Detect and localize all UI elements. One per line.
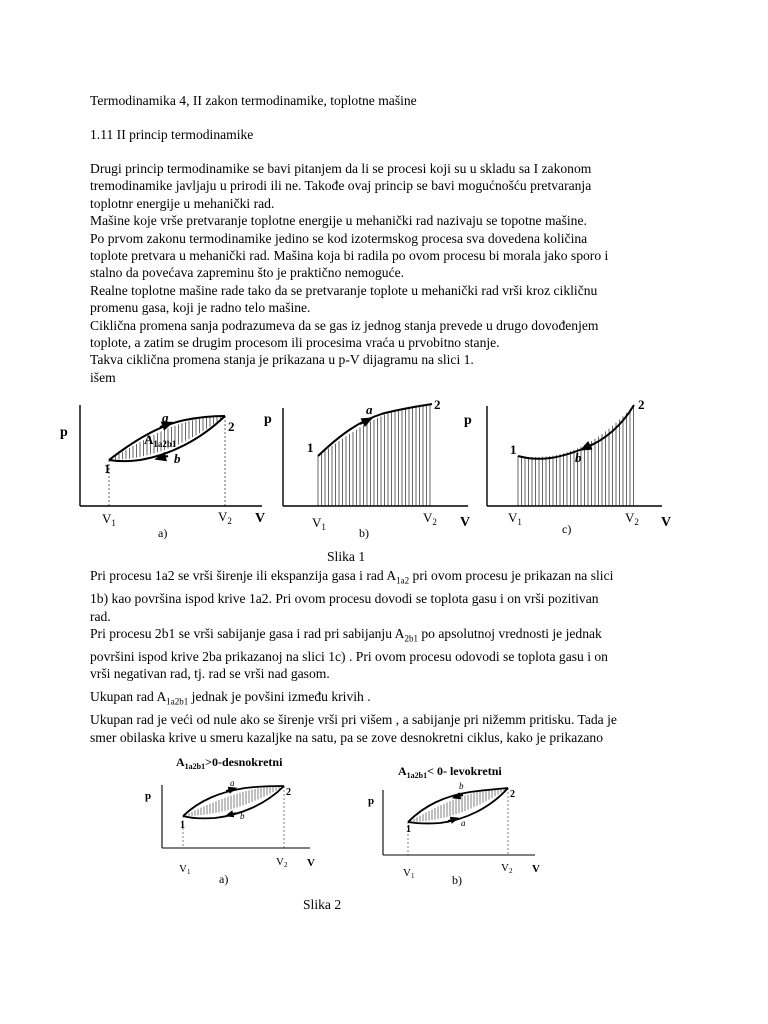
curve-a: [318, 404, 432, 456]
text-line: Pri procesu 2b1 se vrši sabijanje gasa i rad pri sabijanju $A_{2b1}$ po apsolutnoj vrednosti je jednak: [90, 625, 602, 644]
v-axis-label: V: [532, 863, 540, 875]
point-1-label: 1: [180, 820, 185, 831]
figure-1b-expansion-diagram: [264, 397, 470, 540]
curve-b-label: b: [240, 811, 245, 821]
arrow-b: [160, 456, 168, 458]
point-2-label: 2: [228, 419, 235, 434]
section-heading: 1.11 II princip termodinamike: [90, 127, 254, 142]
text-line: Ciklična promena sanja podrazumeva da se gas iz jednog stanja prevede u drugo dovođenjem: [90, 317, 599, 333]
v-axis-label: V: [307, 857, 315, 869]
text-line: površini ispod krive 2ba prikazanoj na slici 1c) . Pri ovom procesu odovodi se toplota gasu i on: [90, 649, 608, 665]
v2-label: $V_2$: [218, 509, 232, 526]
v2-label: V2: [276, 856, 288, 869]
curve-a-label: a: [230, 778, 235, 788]
panel-label-a: a): [158, 526, 168, 540]
v-axis-label: V: [255, 511, 266, 526]
v2-label: V2: [501, 862, 513, 875]
point-2-label: 2: [286, 787, 291, 798]
text-line: toplote pretvara u mehanički rad. Mašina koja bi radila po ovom procesu bi morala jako sporo i: [90, 248, 609, 264]
v2-label: $V_2$: [423, 510, 437, 527]
page-title: Termodinamika 4, II zakon termodinamike, toplotne mašine: [90, 93, 417, 108]
v1-label: $V_1$: [312, 515, 326, 532]
text-line: stalno da povećava zapreminu što je praktično nemoguće.: [90, 265, 405, 281]
text-line: toplotnr energije u mehanički rad.: [90, 195, 275, 211]
point-1-label: 1: [104, 461, 111, 476]
curve-a-label: a: [461, 818, 466, 828]
curve-b-label: b: [575, 450, 582, 465]
point-1-label: 1: [406, 824, 411, 835]
text-line: Realne toplotne mašine rade tako da se pretvaranje toplote u mehanički rad vrši kroz cikličnu: [90, 282, 598, 298]
curve-a-label: a: [162, 410, 169, 425]
figure-2-caption: Slika 2: [303, 897, 342, 912]
text-line: Takva ciklična promena stanja je prikazana u p-V dijagramu na slici 1.: [90, 352, 474, 368]
v-axis-label: V: [661, 515, 672, 530]
v2-label: $V_2$: [625, 510, 639, 527]
point-2-label: 2: [510, 789, 515, 800]
point-2-label: 2: [638, 397, 645, 412]
p-axis-label: p: [145, 790, 152, 802]
text-line: smer obilaska krive u smeru kazaljke na satu, pa se zove desnokretni ciklus, kako je prikazano: [90, 729, 603, 745]
text-line: rad.: [90, 608, 111, 624]
p-axis-label: p: [60, 425, 68, 440]
point-1-label: 1: [510, 442, 517, 457]
text-line: 1b) kao površina ispod krive 1a2. Pri ovom procesu dovodi se toplota gasu i on vrši pozitivan: [90, 591, 599, 607]
v1-label: $V_1$: [102, 511, 116, 528]
v1-label: V1: [179, 863, 191, 876]
panel-label-a: a): [219, 872, 229, 886]
figure-1a-cycle-diagram: [60, 405, 265, 540]
text-line: Ukupan rad je veći od nule ako se širenje vrši pri višem , a sabijanje pri nižemm pritisku. Tada je: [90, 712, 617, 728]
text-line: Po prvom zakonu termodinamike jedino se kod izotermskog procesa sva dovedena količina: [90, 230, 588, 246]
v1-label: $V_1$: [508, 510, 522, 527]
curve-b-label: b: [174, 451, 181, 466]
text-line: Drugi princip termodinamike se bavi pitanjem da li se procesi koji su u skladu sa I zakonom: [90, 161, 592, 176]
panel-title-b: $A_{1a2b1}< 0-$ levokretni: [398, 764, 502, 780]
text-line: išem: [90, 369, 116, 385]
panel-label-b: b): [359, 526, 369, 540]
text-line: Mašine koje vrše pretvaranje toplotne energije u mehanički rad nazivaju se topotne mašine.: [90, 213, 587, 229]
area-under-curve-hatch: [318, 404, 430, 506]
curve-b-label: b: [459, 781, 464, 791]
p-axis-label: p: [264, 412, 272, 427]
text-line: promenu gasa, koji je radno telo mašine.: [90, 300, 311, 316]
v-axis-label: V: [460, 515, 471, 530]
panel-label-b: b): [452, 873, 462, 887]
panel-label-c: c): [562, 522, 572, 536]
v1-label: V1: [403, 867, 415, 880]
process-paragraph-1: [90, 567, 690, 683]
text-line: Pri procesu 1a2 se vrši širenje ili ekspanzija gasa i rad $A_{1a2}$ pri ovom procesu je prikazan na slici: [90, 568, 614, 586]
figure-1c-compression-diagram: [464, 397, 671, 536]
process-paragraph-2: [90, 688, 690, 746]
figure-1-caption: Slika 1: [327, 549, 366, 564]
point-2-label: 2: [434, 397, 441, 412]
text-line: toplote, a zatim se drugim procesom ili procesima vraća u prvobitno stanje.: [90, 335, 500, 351]
text-line: vrši negativan rad, tj. rad se vrši nad gasom.: [90, 666, 330, 682]
area-label: $A_{1a2b1}$: [144, 432, 177, 449]
text-line: tremodinamike javljaju u prirodi ili ne. Takođe ovaj princip se bavi mogućnošću pretvaranja: [90, 178, 592, 194]
panel-title-a: $A_{1a2b1}>0$-desnokretni: [176, 755, 283, 771]
point-1-label: 1: [307, 440, 314, 455]
p-axis-label: p: [464, 413, 472, 428]
text-line: Ukupan rad $A_{1a2b1}$ jednak je povšini između krivih .: [90, 689, 371, 707]
curve-a-label: a: [366, 402, 373, 417]
p-axis-label: p: [368, 795, 375, 807]
